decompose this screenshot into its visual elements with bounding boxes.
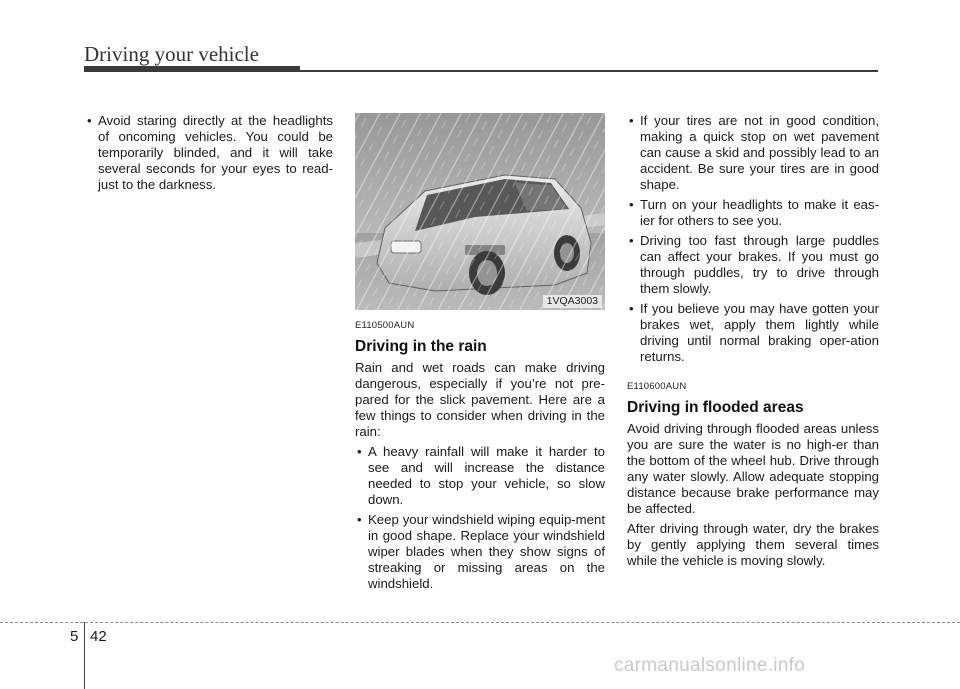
section-title-flooded: Driving in flooded areas xyxy=(627,399,804,416)
header-rule-thin xyxy=(300,70,878,72)
car-in-rain-illustration xyxy=(355,113,605,310)
footer-vertical-rule xyxy=(84,622,85,689)
section-code-rain: E110500AUN xyxy=(355,320,415,331)
right-column xyxy=(627,113,879,573)
right-bullet-list xyxy=(627,113,879,365)
photo-reference-code: 1VQA3003 xyxy=(543,295,602,308)
bullet-windshield-wipers: • Keep your windshield wiping equip-ment in good shape. Replace your windshield wiper blades when they show signs of streaking or missing areas on the windshield. xyxy=(355,512,605,592)
header-rule-thick xyxy=(84,66,300,72)
bullet-headlights: • Avoid staring directly at the headlights of oncoming vehicles. You could be temporarily blinded, and it will take several seconds for your eyes to read-just to the darkness. xyxy=(85,113,333,193)
left-column xyxy=(85,113,333,197)
flooded-paragraph-1: Avoid driving through flooded areas unless you are sure the water is no high-er than the bottom of the wheel hub. Drive through any water slowly. Allow adequate stopping distance because brake performance may be affected. xyxy=(627,421,879,516)
watermark-text: carmanualsonline.info xyxy=(614,655,806,676)
footer-dashed-rule xyxy=(0,622,960,623)
page-number: 42 xyxy=(90,628,107,645)
flooded-paragraph-2: After driving through water, dry the brakes by gently applying them several times while the vehicle is moving slowly. xyxy=(627,521,879,568)
bullet-headlights-on: • Turn on your headlights to make it eas-ier for others to see you. xyxy=(627,197,879,229)
bullet-wet-brakes: • If you believe you may have gotten your brakes wet, apply them lightly while driving until normal braking oper-ation returns. xyxy=(627,301,879,365)
left-bullet-list xyxy=(85,113,333,193)
rain-bullet-list xyxy=(355,444,605,592)
bullet-puddles: • Driving too fast through large puddles can affect your brakes. If you must go through puddles, try to drive through them slowly. xyxy=(627,233,879,297)
rain-intro-paragraph: Rain and wet roads can make driving dangerous, especially if you’re not pre-pared for the slick pavement. Here are a few things to consider when driving in the rain: xyxy=(355,360,605,439)
chapter-number: 5 xyxy=(70,628,79,645)
bullet-tires: • If your tires are not in good condition, making a quick stop on wet pavement can cause a skid and possibly lead to an accident. Be sure your tires are in good shape. xyxy=(627,113,879,193)
rain-car-photo xyxy=(355,113,605,310)
bullet-heavy-rainfall: • A heavy rainfall will make it harder to see and will increase the distance needed to stop your vehicle, so slow down. xyxy=(355,444,605,508)
middle-column xyxy=(355,113,605,596)
page-header-title: Driving your vehicle xyxy=(84,42,259,66)
section-code-flooded: E110600AUN xyxy=(627,381,687,392)
section-title-rain: Driving in the rain xyxy=(355,338,487,355)
